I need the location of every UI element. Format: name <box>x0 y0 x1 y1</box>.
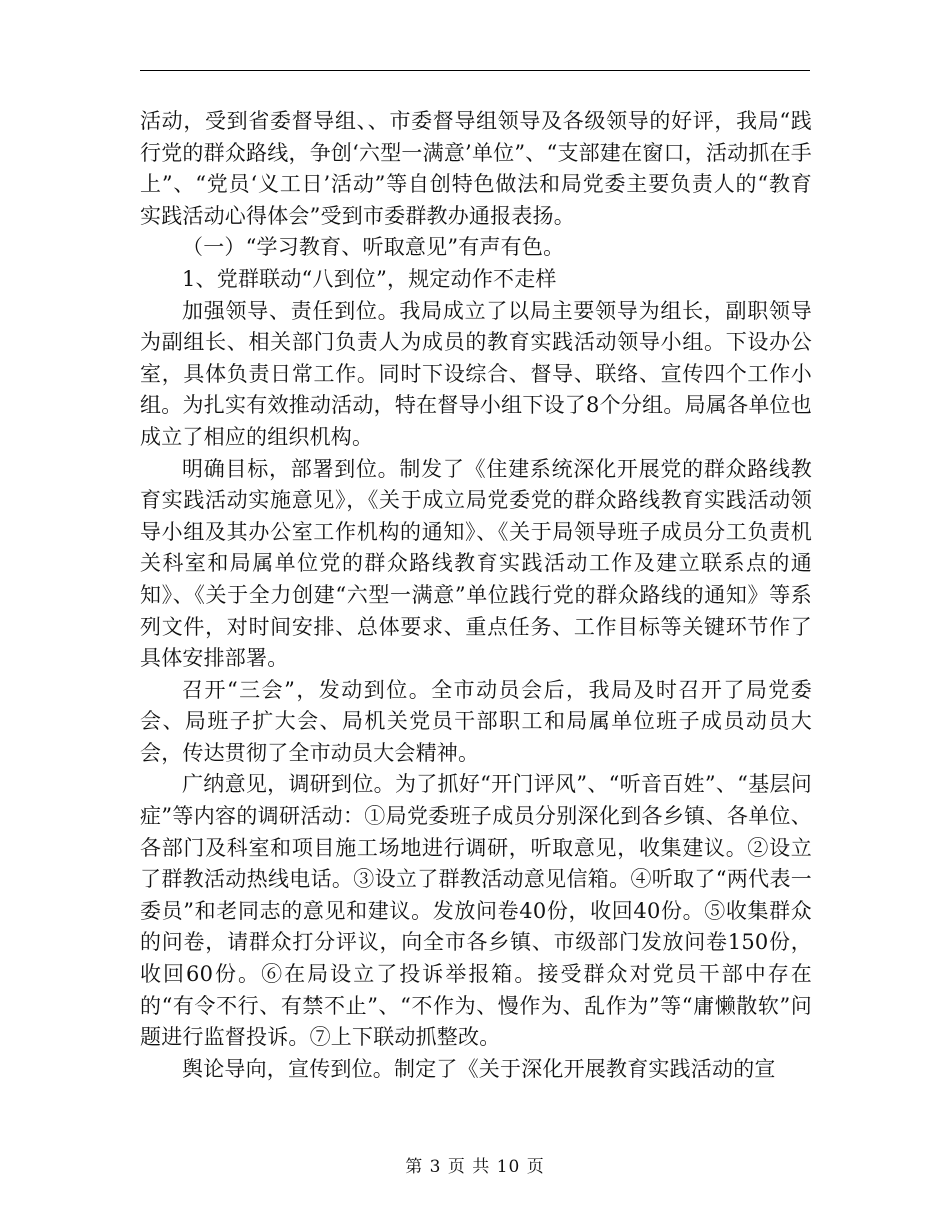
section-heading: （一）“学习教育、听取意见”有声有色。 <box>182 235 565 260</box>
paragraph: 活动，受到省委督导组、、市委督导组领导及各级领导的好评，我局“践行党的群众路线，争创‘六型一满意’单位”、“支部建在窗口，活动抓在手上”、“党员‘义工日’活动”等自创特色做法和局党委主要负责人的“教育实践活动心得体会”受到市委群教办通报表扬。 <box>140 109 812 228</box>
paragraph: 广纳意见，调研到位。为了抓好“开门评风”、“听音百姓”、“基层问症”等内容的调研活动：①局党委班子成员分别深化到各乡镇、各单位、各部门及科室和项目施工场地进行调研，听取意见，收集建议。②设立了群教活动热线电话。③设立了群教活动意见信箱。④听取了“两代表一委员”和老同志的意见和建议。发放问卷40份，收回40份。⑤收集群众的问卷，请群众打分评议，向全市各乡镇、市级部门发放问卷150份，收回60份。⑥在局设立了投诉举报箱。接受群众对党员干部中存在的“有令不行、有禁不止”、“不作为、慢作为、乱作为”等“庸懒散软”问题进行监督投诉。⑦上下联动抓整改。 <box>140 772 812 1050</box>
paragraph: 舆论导向，宣传到位。制定了《关于深化开展教育实践活动的宣 <box>182 1056 776 1081</box>
header-rule <box>140 70 810 71</box>
paragraph: 召开“三会”，发动到位。全市动员会后，我局及时召开了局党委会、局班子扩大会、局机关党员干部职工和局属单位班子成员动员大会，传达贯彻了全市动员大会精神。 <box>140 677 812 765</box>
subsection-heading: 1、党群联动“八到位”，规定动作不走样 <box>182 266 557 291</box>
paragraph: 明确目标，部署到位。制发了《住建系统深化开展党的群众路线教育实践活动实施意见》，《关于成立局党委党的群众路线教育实践活动领导小组及其办公室工作机构的通知》、《关于局领导班子成员分工负责机关科室和局属单位党的群众路线教育实践活动工作及建立联系点的通知》、《关于全力创建“六型一满意”单位践行党的群众路线的通知》等系列文件，对时间安排、总体要求、重点任务、工作目标等关键环节作了具体安排部署。 <box>140 456 812 671</box>
document-body <box>140 106 812 1085</box>
paragraph: 加强领导、责任到位。我局成立了以局主要领导为组长，副职领导为副组长、相关部门负责人为成员的教育实践活动领导小组。下设办公室，具体负责日常工作。同时下设综合、督导、联络、宣传四个工作小组。为扎实有效推动活动，特在督导小组下设了8个分组。局属各单位也成立了相应的组织机构。 <box>140 298 812 449</box>
page-number-footer: 第 3 页 共 10 页 <box>405 1157 545 1177</box>
